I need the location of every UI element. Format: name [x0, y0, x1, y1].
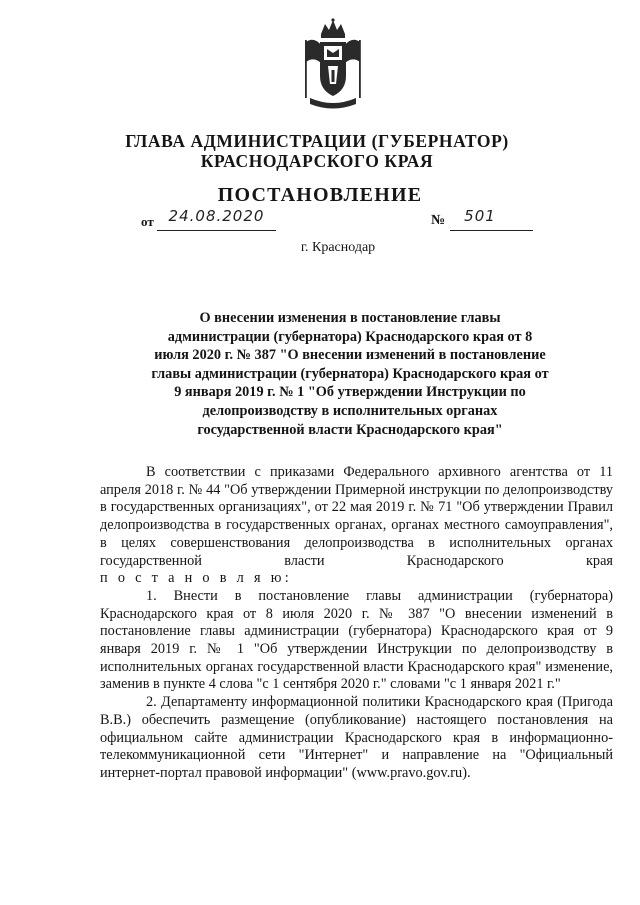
coat-of-arms-icon	[298, 18, 368, 113]
issuer-title-line2: КРАСНОДАРСКОГО КРАЯ	[200, 151, 434, 171]
decree-word: п о с т а н о в л я ю:	[100, 570, 292, 587]
issuer-title-line1: ГЛАВА АДМИНИСТРАЦИИ (ГУБЕРНАТОР)	[125, 131, 509, 151]
document-type-heading: ПОСТАНОВЛЕНИЕ	[217, 184, 423, 206]
item-1-paragraph: 1. Внести в постановление главы администрации (губернатора) Краснодарского края от 8 июля 2020 г. № 387 "О внесении изменений в постановление главы администрации (губернатора) Краснодарского края от 9 января 2019 г. № 1 "Об утверждении Инструкции по делопроизводству в исполнительных органах государственной власти Краснодарского края" изменение, заменив в пункте 4 слова "с 1 сентября 2020 г." словами "с 1 января 2021 г."	[100, 587, 613, 693]
document-body	[100, 464, 613, 783]
item-2-paragraph: 2. Департаменту информационной политики Краснодарского края (Пригода В.В.) обеспечить размещение (опубликование) настоящего постановления на официальном сайте администрации Краснодарского края в информационно-телекоммуникационной сети "Интернет" и направление на "Официальный интернет-портал правовой информации" (www.pravo.gov.ru).	[100, 694, 613, 781]
number-underline	[450, 230, 533, 231]
preamble-paragraph: В соответствии с приказами Федерального архивного агентства от 11 апреля 2018 г. № 44 "Об утверждении Примерной инструкции по делопроизводству в государственных организациях", от 22 мая 2019 г. № 71 "Об утверждении Правил делопроизводства в государственных органах, органах местного самоуправления", в целях совершенствования делопроизводства в исполнительных органах государственной власти Краснодарского края	[100, 464, 613, 569]
document-title: О внесении изменения в постановление главы администрации (губернатора) Краснодарского края от 8 июля 2020 г. № 387 "О внесении изменений в постановление главы администрации (губернатора) Краснодарского края от 9 января 2019 г. № 1 "Об утверждении Инструкции по делопроизводству в исполнительных органах государственной власти Краснодарского края"	[151, 310, 549, 438]
number-label: №	[431, 213, 446, 228]
date-label: от	[141, 214, 154, 229]
document-date: 24.08.2020	[168, 207, 265, 225]
date-underline	[157, 230, 276, 231]
document-number: 501	[464, 207, 496, 225]
issue-place: г. Краснодар	[300, 240, 376, 255]
